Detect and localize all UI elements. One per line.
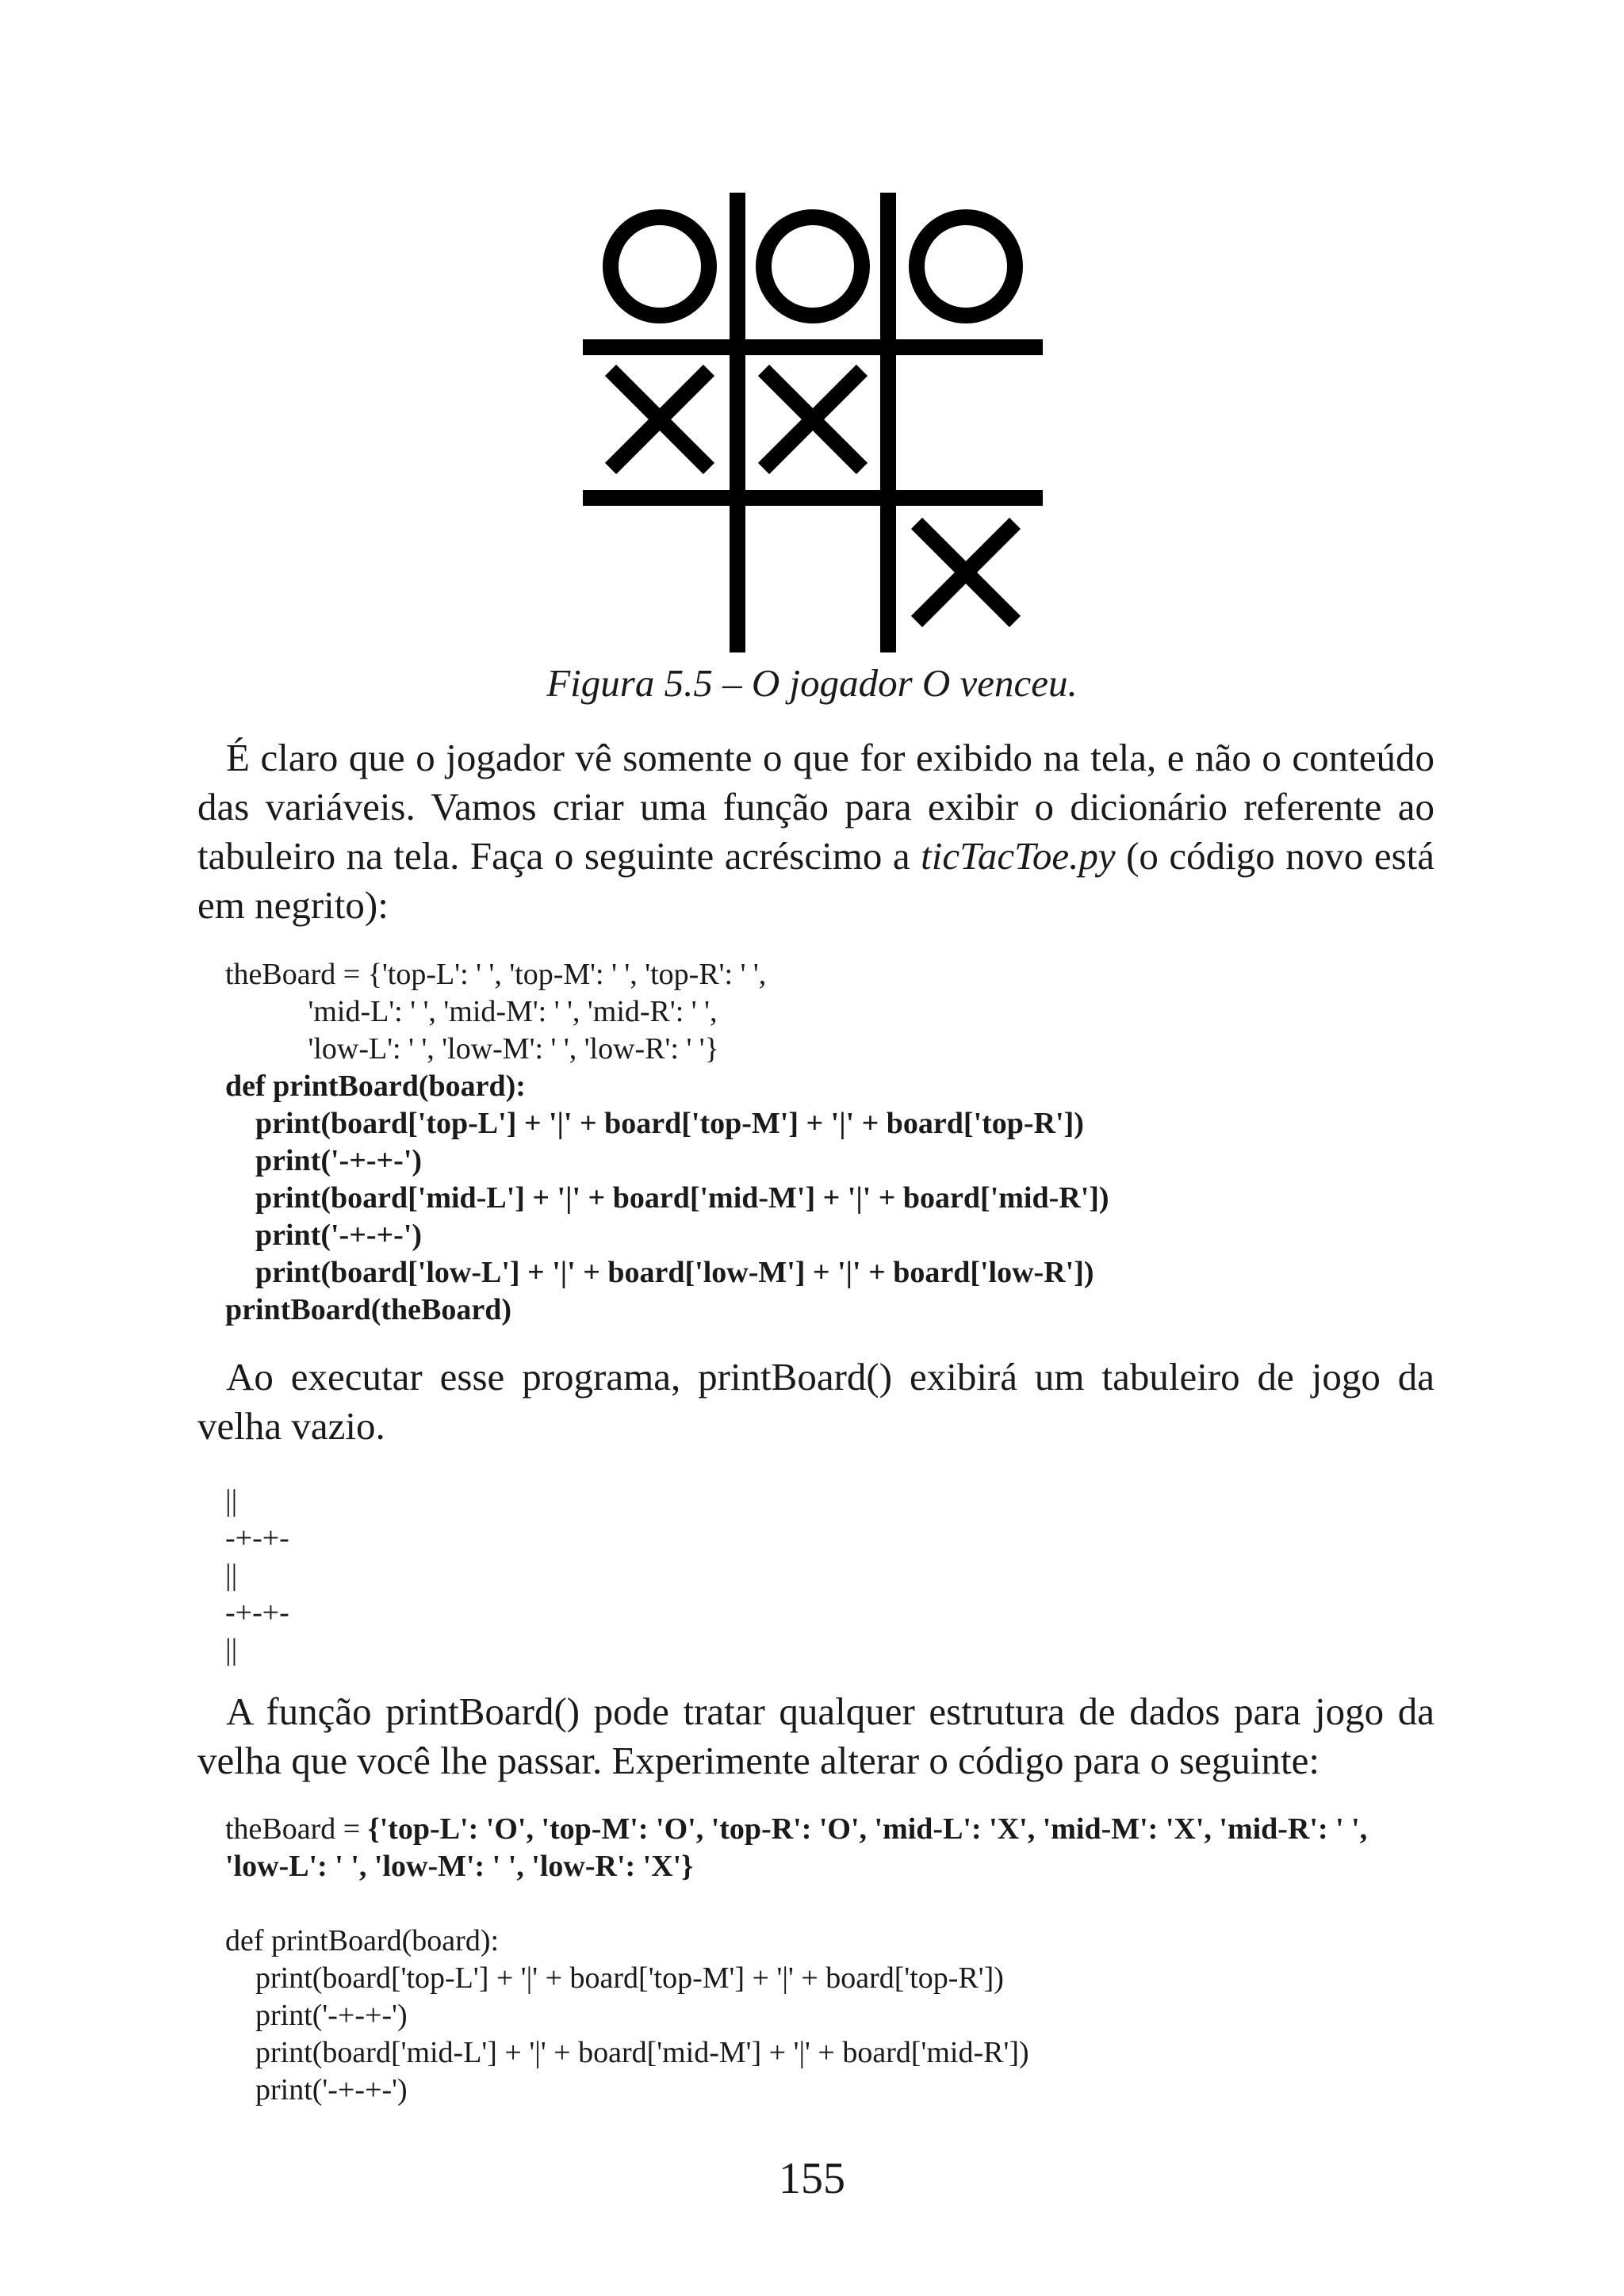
code-line-new: print('-+-+-') bbox=[225, 1219, 423, 1252]
code-line: print('-+-+-') bbox=[225, 1999, 408, 2032]
paragraph-try-change-text: A função printBoard() pode tratar qualquer estrutura de dados para jogo da velha que você lhe passar. Experimente alterar o código para o seguinte: bbox=[197, 1689, 1434, 1782]
x-mark bbox=[611, 370, 709, 469]
paragraph-intro bbox=[197, 733, 1434, 930]
code-line: 'low-L': ' ', 'low-M': ' ', 'low-R': ' '} bbox=[225, 1032, 719, 1066]
o-mark bbox=[917, 217, 1015, 316]
x-mark bbox=[764, 370, 862, 469]
paragraph-output-text: Ao executar esse programa, printBoard() exibirá um tabuleiro de jogo da velha vazio. bbox=[197, 1355, 1434, 1448]
assignment-prefix: theBoard = bbox=[225, 1812, 368, 1846]
page-number: 155 bbox=[779, 2154, 845, 2203]
filename: ticTacToe.py bbox=[921, 834, 1116, 878]
output-line: -+-+- bbox=[225, 1521, 289, 1555]
code-line: print('-+-+-') bbox=[225, 2073, 408, 2107]
paragraph-output-description bbox=[197, 1353, 1434, 1451]
paragraph-try-change bbox=[197, 1687, 1434, 1785]
output-block-empty-board bbox=[225, 1483, 1431, 1669]
code-line-new: print(board['low-L'] + '|' + board['low-M'] + '|' + board['low-R']) bbox=[225, 1256, 1094, 1289]
code-line: def printBoard(board): bbox=[225, 1924, 500, 1957]
paragraph-intro-text-after: (o código novo está em negrito): bbox=[197, 834, 1434, 927]
o-mark bbox=[764, 217, 862, 316]
x-mark bbox=[917, 523, 1015, 622]
code-line-new: printBoard(theBoard) bbox=[225, 1293, 511, 1326]
code-line: 'mid-L': ' ', 'mid-M': ' ', 'mid-R': ' ', bbox=[225, 995, 718, 1028]
board-marks bbox=[611, 217, 1015, 622]
output-line: || bbox=[225, 1559, 238, 1592]
code-line-new: print('-+-+-') bbox=[225, 1144, 423, 1177]
code-line: print(board['mid-L'] + '|' + board['mid-M'] + '|' + board['mid-R']) bbox=[225, 2036, 1029, 2069]
code-line-new: print(board['mid-L'] + '|' + board['mid-M'] + '|' + board['mid-R']) bbox=[225, 1181, 1109, 1215]
paragraph-intro-text-before: É claro que o jogador vê somente o que for exibido na tela, e não o conteúdo das variáveis. Vamos criar uma função para exibir o dicionário referente ao tabuleiro na tela. Faça o seguinte acréscimo a bbox=[197, 736, 1434, 878]
code-line-assignment bbox=[225, 1811, 1431, 1885]
output-line: || bbox=[225, 1484, 238, 1517]
code-line-new: def printBoard(board): bbox=[225, 1070, 526, 1103]
code-line: theBoard = {'top-L': ' ', 'top-M': ' ', 'top-R': ' ', bbox=[225, 958, 767, 991]
output-line: || bbox=[225, 1633, 238, 1667]
code-blank-line bbox=[225, 1885, 1431, 1923]
assignment-value: {'top-L': 'O', 'top-M': 'O', 'top-R': 'O', 'mid-L': 'X', 'mid-M': 'X', 'mid-R': ' ', 'low-L': ' ', 'low-M': ' ', 'low-R': 'X'} bbox=[225, 1812, 1368, 1883]
output-line: -+-+- bbox=[225, 1596, 289, 1629]
code-line: print(board['top-L'] + '|' + board['top-M'] + '|' + board['top-R']) bbox=[225, 1961, 1004, 1995]
code-line-new: print(board['top-L'] + '|' + board['top-M'] + '|' + board['top-R']) bbox=[225, 1107, 1084, 1140]
code-block-print-board bbox=[225, 956, 1431, 1329]
tic-tac-toe-figure bbox=[583, 193, 1043, 652]
figure-caption: Figura 5.5 – O jogador O venceu. bbox=[546, 661, 1078, 705]
code-block-modified-board bbox=[225, 1811, 1431, 2109]
o-mark bbox=[611, 217, 709, 316]
